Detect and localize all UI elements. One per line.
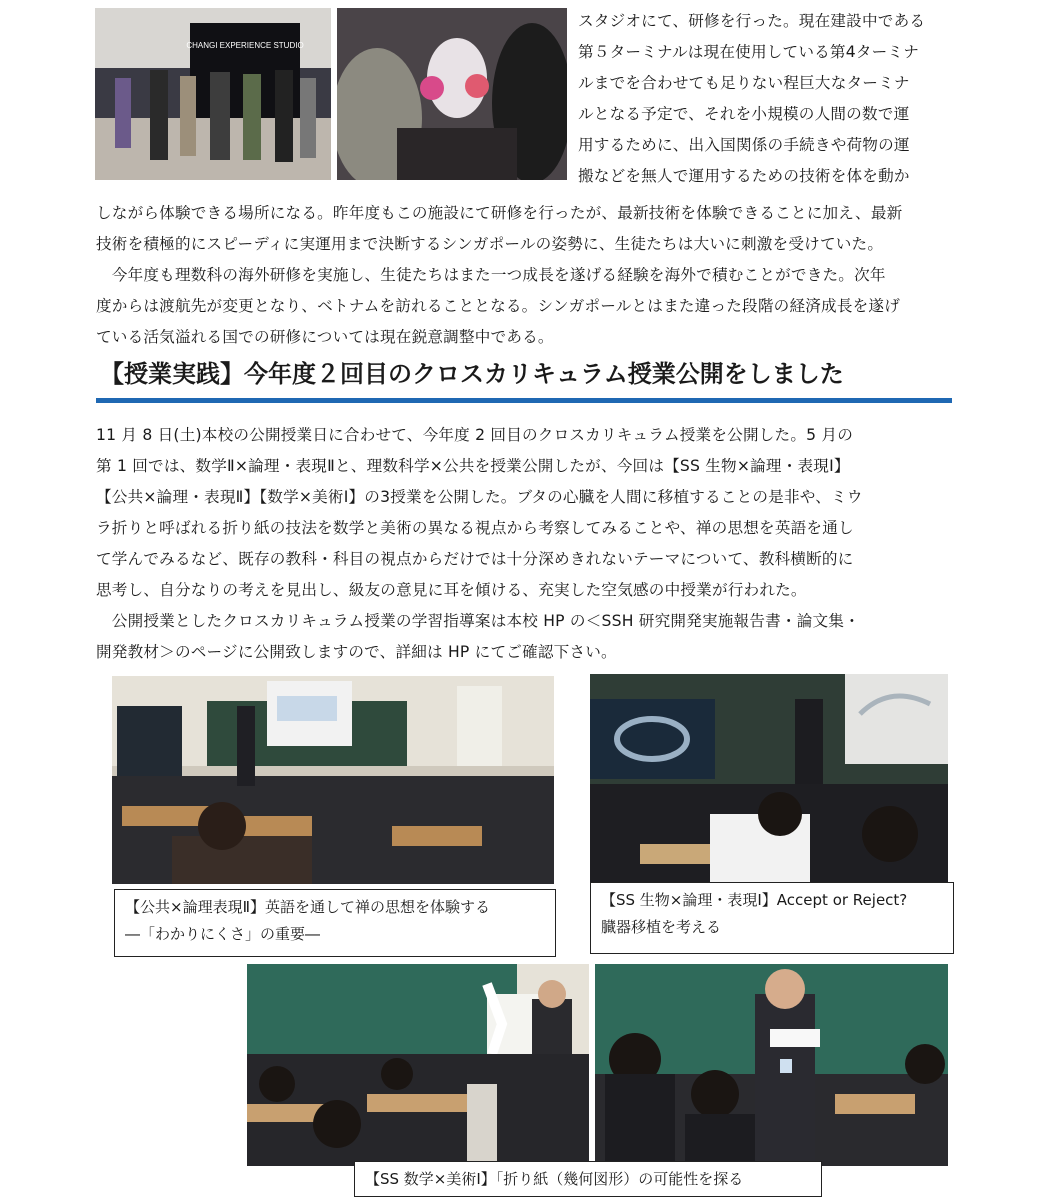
caption-zen-lesson — [114, 889, 556, 957]
photo-classroom-biology — [590, 674, 948, 884]
changi-sign-text: CHANGI EXPERIENCE STUDIO — [186, 41, 304, 50]
caption-origami-lesson — [354, 1161, 822, 1197]
section-heading: 【授業実践】今年度２回目のクロスカリキュラム授業公開をしました — [100, 360, 844, 388]
text-line: ラ折りと呼ばれる折り紙の技法を数学と美術の異なる視点から考察してみることや、禅の思想を英語を通し — [96, 519, 854, 537]
article2-body-text — [96, 420, 863, 668]
photo-interactive-display — [337, 8, 567, 180]
text-line: 思考し、自分なりの考えを見出し、級友の意見に耳を傾ける、充実した空気感の中授業が行われた。 — [96, 581, 807, 599]
text-line: 開発教材＞のページに公開致しますので、詳細は HP にてご確認下さい。 — [96, 643, 617, 661]
caption-line: 【公共×論理表現Ⅱ】英語を通して禅の思想を体験する — [125, 898, 490, 916]
caption-line: 【SS 数学×美術Ⅰ】「折り紙（幾何図形）の可能性を探る — [365, 1170, 744, 1188]
caption-biology-lesson — [590, 882, 954, 954]
text-line: 公開授業としたクロスカリキュラム授業の学習指導案は本校 HP の＜SSH 研究開発実施報告書・論文集・ — [96, 612, 860, 630]
caption-line: 臓器移植を考える — [601, 918, 722, 936]
text-line: 度からは渡航先が変更となり、ベトナムを訪れることとなる。シンガポールとはまた違った段階の経済成長を遂げ — [96, 297, 900, 315]
text-line: 【公共×論理・表現Ⅱ】【数学×美術Ⅰ】の3授業を公開した。ブタの心臓を人間に移植することの是非や、ミウ — [96, 488, 863, 506]
text-line: て学んでみるなど、既存の教科・科目の視点からだけでは十分深めきれないテーマについて、教科横断的に — [96, 550, 854, 568]
text-line: 11 月 8 日(土)本校の公開授業日に合わせて、今年度 2 回目のクロスカリキュラム授業を公開した。5 月の — [96, 426, 853, 444]
text-line: 搬などを無人で運用するための技術を体を動か — [578, 167, 910, 185]
article1-body-text — [96, 198, 902, 353]
text-line: 用するために、出入国関係の手続きや荷物の運 — [578, 136, 910, 154]
article1-side-text — [578, 6, 925, 192]
text-line: しながら体験できる場所になる。昨年度もこの施設にて研修を行ったが、最新技術を体験できることに加え、最新 — [96, 204, 903, 222]
photo-classroom-origami-teacher — [595, 964, 948, 1166]
text-line: 第 1 回では、数学Ⅱ×論理・表現Ⅱと、理数科学×公共を授業公開したが、今回は【SS 生物×論理・表現Ⅰ】 — [96, 457, 850, 475]
text-line: 技術を積極的にスピーディに実運用まで決断するシンガポールの姿勢に、生徒たちは大いに刺激を受けていた。 — [96, 235, 884, 253]
heading-underline — [96, 398, 952, 403]
caption-line: 【SS 生物×論理・表現Ⅰ】Accept or Reject? — [601, 891, 908, 909]
text-line: ルとなる予定で、それを小規模の人間の数で運 — [578, 105, 910, 123]
text-line: スタジオにて、研修を行った。現在建設中である — [578, 12, 926, 30]
text-line: ルまでを合わせても足りない程巨大なターミナ — [578, 74, 910, 92]
text-line: 今年度も理数科の海外研修を実施し、生徒たちはまた一つ成長を遂げる経験を海外で積むことができた。次年 — [96, 266, 886, 284]
photo-classroom-origami-wide — [247, 964, 589, 1166]
photo-classroom-zen — [112, 676, 554, 884]
text-line: ている活気溢れる国での研修については現在鋭意調整中である。 — [96, 328, 554, 346]
photo-changi-studio — [95, 8, 331, 180]
caption-line: ―「わかりにくさ」の重要― — [125, 925, 321, 943]
text-line: 第５ターミナルは現在使用している第4ターミナ — [578, 43, 920, 61]
